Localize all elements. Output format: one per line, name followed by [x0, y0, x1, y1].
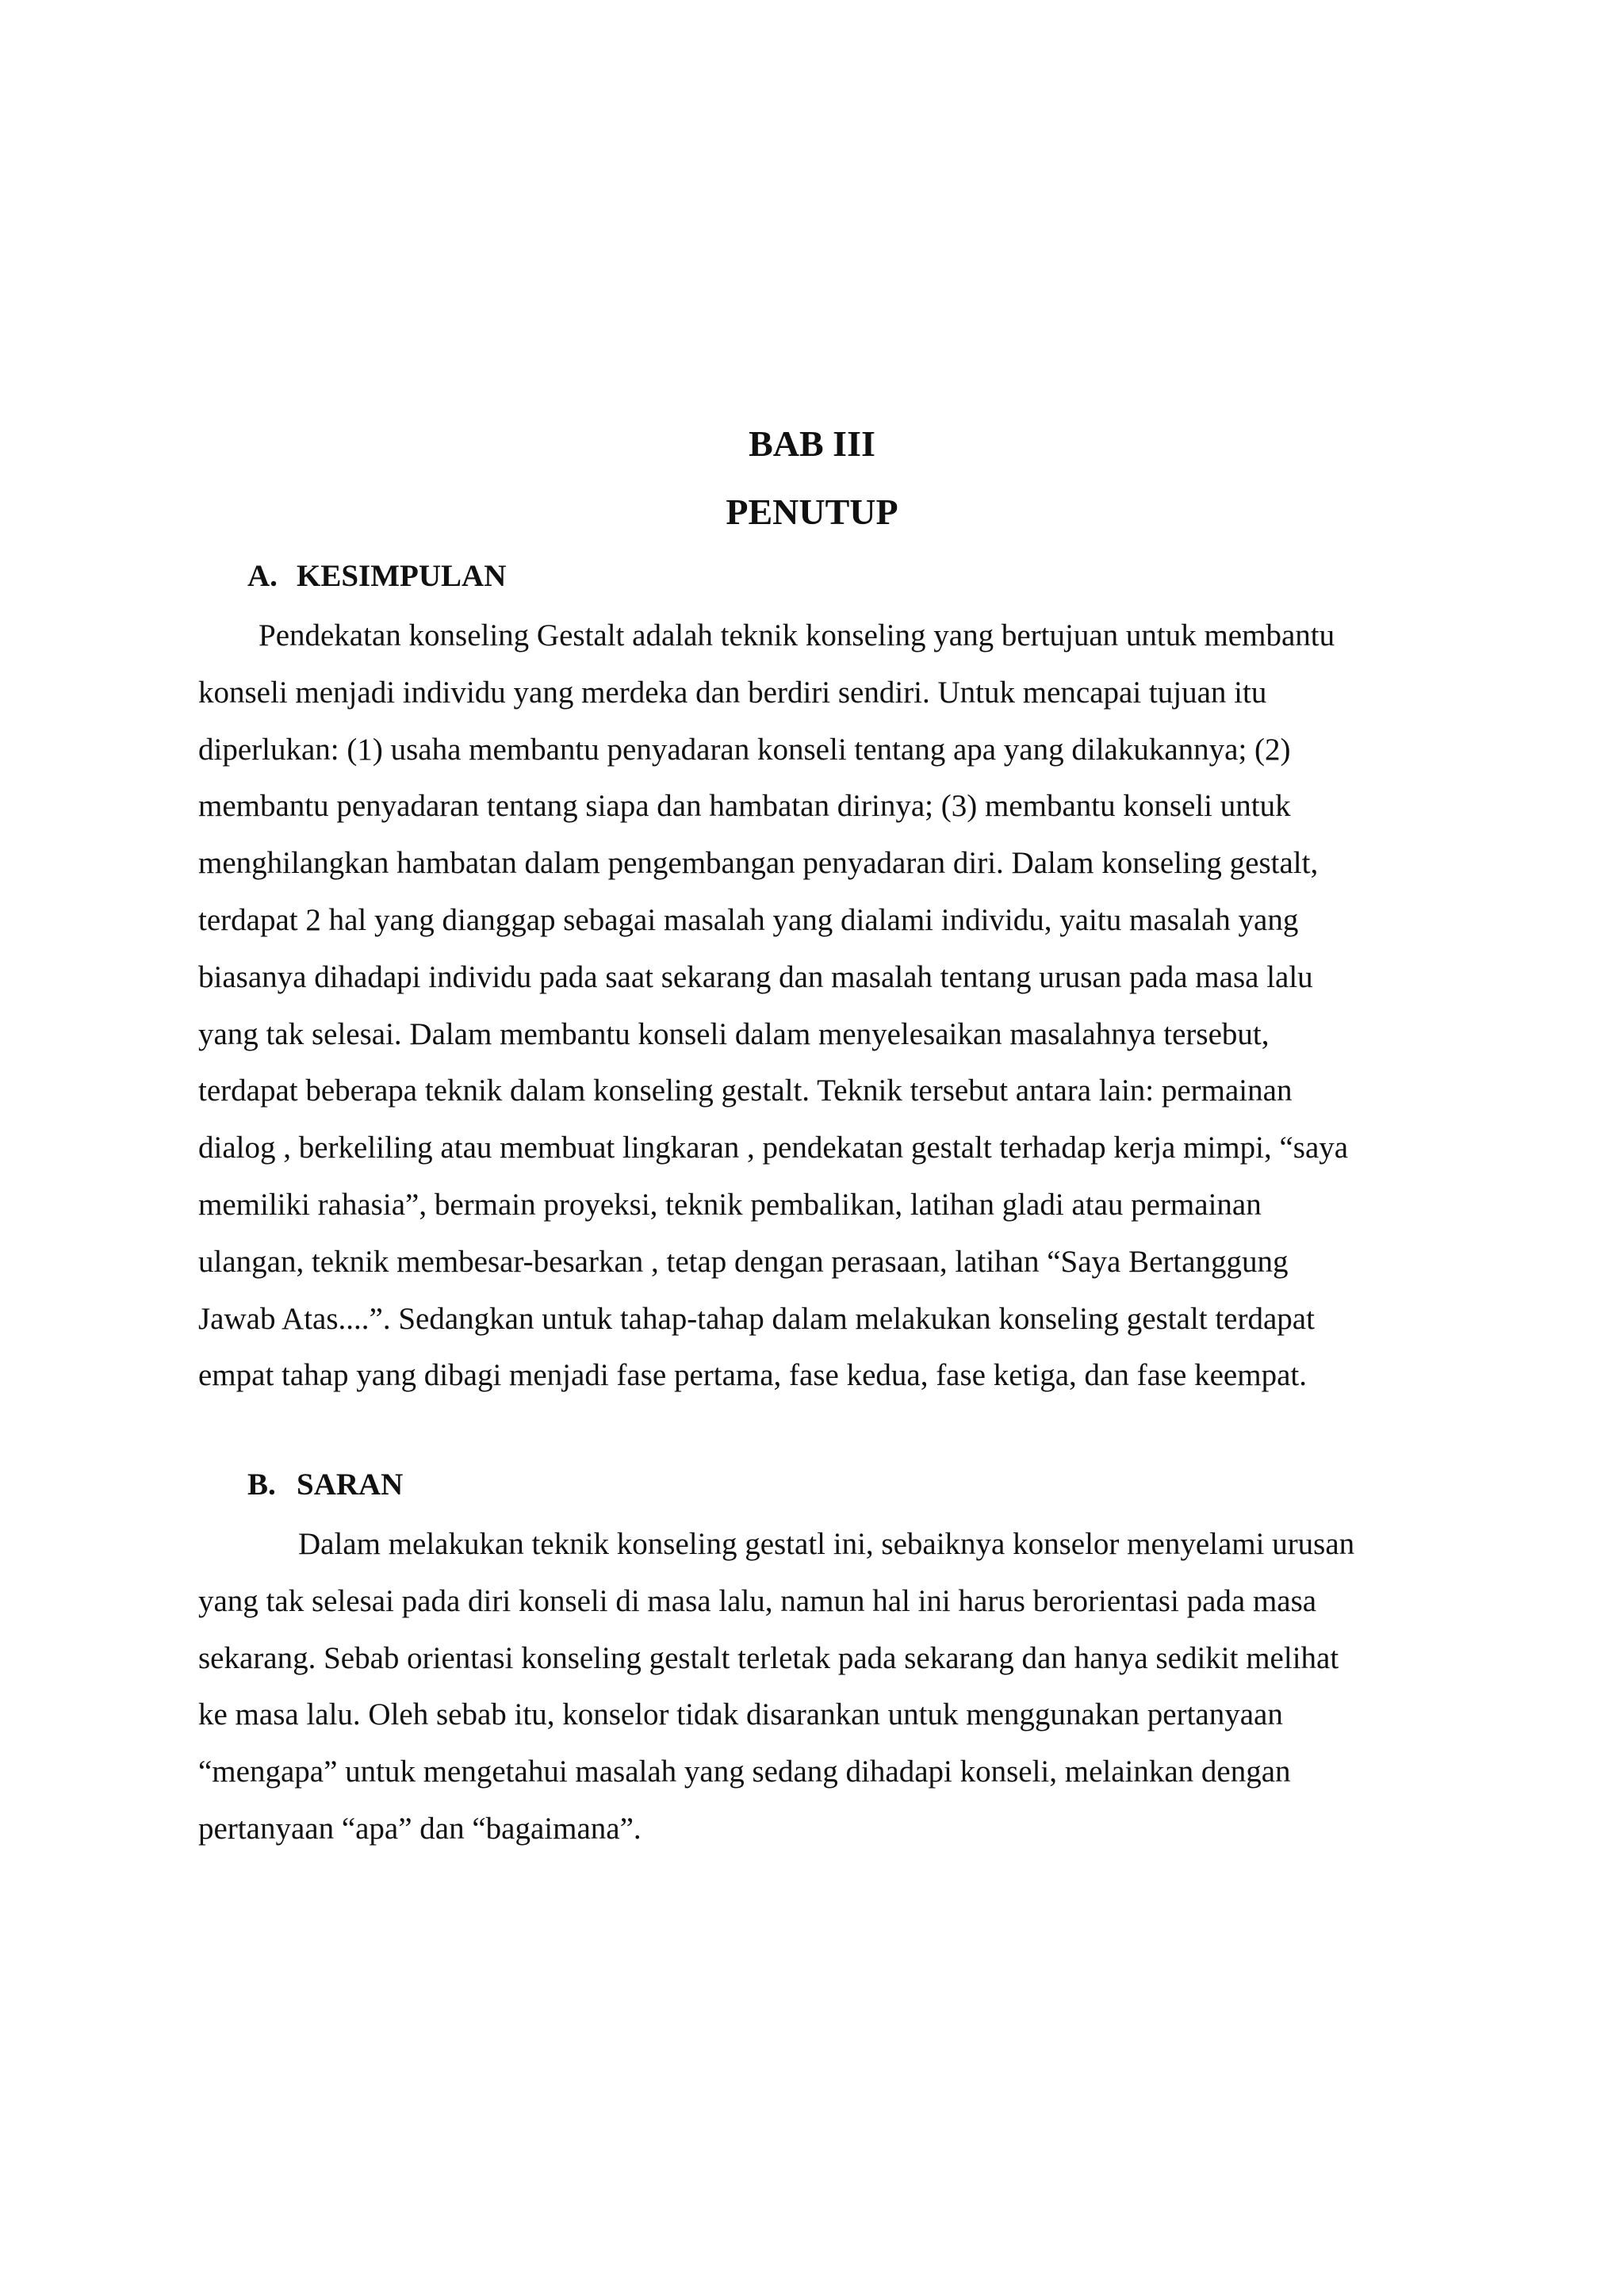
section-letter: B.	[247, 1468, 276, 1502]
text-line: menghilangkan hambatan dalam pengembangan penyadaran diri. Dalam konseling gestalt,	[198, 846, 1319, 881]
text-line: memiliki rahasia”, bermain proyeksi, teknik pembalikan, latihan gladi atau permainan	[198, 1187, 1262, 1222]
text-line: dialog , berkeliling atau membuat lingkaran , pendekatan gestalt terhadap kerja mimpi, “saya	[198, 1131, 1349, 1165]
section-title: KESIMPULAN	[297, 559, 507, 593]
text-line: terdapat 2 hal yang dianggap sebagai masalah yang dialami individu, yaitu masalah yang	[198, 902, 1299, 937]
kesimpulan-paragraph	[198, 607, 1435, 1404]
section-title: SARAN	[297, 1468, 404, 1502]
text-line: ulangan, teknik membesar-besarkan , tetap dengan perasaan, latihan “Saya Bertanggung	[198, 1244, 1289, 1279]
text-line: empat tahap yang dibagi menjadi fase pertama, fase kedua, fase ketiga, dan fase keempat.	[198, 1358, 1307, 1393]
text-line: sekarang. Sebab orientasi konseling gestalt terletak pada sekarang dan hanya sedikit melihat	[198, 1640, 1339, 1675]
chapter-title: PENUTUP	[726, 492, 898, 532]
text-line: Pendekatan konseling Gestalt adalah teknik konseling yang bertujuan untuk membantu	[259, 618, 1335, 652]
text-line: Dalam melakukan teknik konseling gestatl ini, sebaiknya konselor menyelami urusan	[298, 1527, 1355, 1561]
section-heading-kesimpulan	[247, 557, 506, 595]
text-line: yang tak selesai pada diri konseli di masa lalu, namun hal ini harus berorientasi pada masa	[198, 1583, 1317, 1618]
section-letter: A.	[247, 559, 278, 593]
text-line: biasanya dihadapi individu pada saat sekarang dan masalah tentang urusan pada masa lalu	[198, 959, 1313, 994]
text-line: pertanyaan “apa” dan “bagaimana”.	[198, 1811, 642, 1846]
text-line: ke masa lalu. Oleh sebab itu, konselor tidak disarankan untuk menggunakan pertanyaan	[198, 1697, 1283, 1732]
text-line: “mengapa” untuk mengetahui masalah yang sedang dihadapi konseli, melainkan dengan	[198, 1755, 1291, 1789]
text-line: konseli menjadi individu yang merdeka dan berdiri sendiri. Untuk mencapai tujuan itu	[198, 675, 1267, 710]
text-line: membantu penyadaran tentang siapa dan hambatan dirinya; (3) membantu konseli untuk	[198, 789, 1291, 824]
text-line: terdapat beberapa teknik dalam konseling gestalt. Teknik tersebut antara lain: permainan	[198, 1073, 1293, 1108]
text-line: yang tak selesai. Dalam membantu konseli dalam menyelesaikan masalahnya tersebut,	[198, 1016, 1270, 1051]
chapter-number: BAB III	[749, 423, 875, 464]
saran-paragraph	[198, 1516, 1435, 1858]
text-line: Jawab Atas....”. Sedangkan untuk tahap-tahap dalam melakukan konseling gestalt terdapat	[198, 1301, 1315, 1336]
text-line: diperlukan: (1) usaha membantu penyadaran konseli tentang apa yang dilakukannya; (2)	[198, 732, 1291, 767]
section-heading-saran	[247, 1466, 403, 1504]
